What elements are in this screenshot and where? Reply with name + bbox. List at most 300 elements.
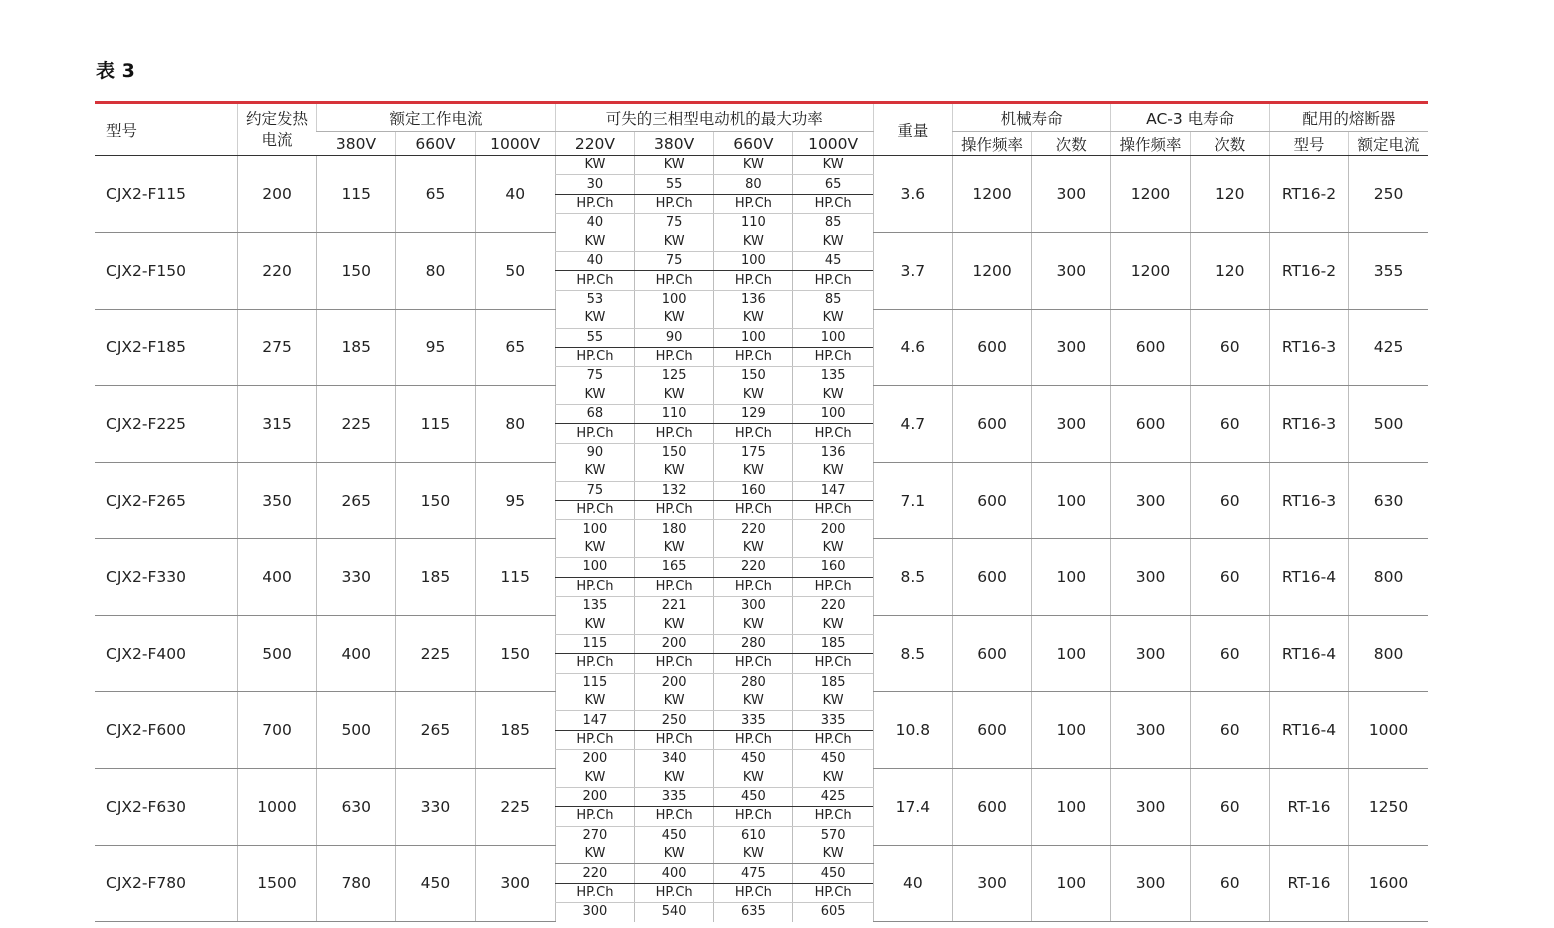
power-unit-hp: HP.Ch	[555, 807, 634, 826]
model-cell: CJX2-F115	[95, 156, 237, 233]
fuse-current-cell: 355	[1349, 233, 1428, 310]
power-unit-kw: KW	[555, 462, 634, 481]
mech-frequency-cell: 600	[952, 692, 1031, 769]
power-unit-hp: HP.Ch	[714, 730, 793, 749]
power-unit-hp: HP.Ch	[635, 347, 714, 366]
power-hp-value: 75	[635, 214, 714, 233]
fuse-current-cell: 425	[1349, 309, 1428, 386]
power-unit-hp: HP.Ch	[635, 654, 714, 673]
power-unit-hp: HP.Ch	[714, 194, 793, 213]
header-power-220v: 220V	[555, 132, 634, 156]
power-unit-kw: KW	[635, 462, 714, 481]
power-kw-value: 110	[635, 405, 714, 424]
power-kw-value: 55	[635, 175, 714, 194]
power-kw-value: 100	[793, 328, 873, 347]
power-kw-value: 335	[793, 711, 873, 730]
table-row	[95, 539, 1428, 558]
power-unit-kw: KW	[714, 309, 793, 328]
power-kw-value: 147	[555, 711, 634, 730]
power-kw-value: 100	[714, 251, 793, 270]
power-kw-value: 400	[635, 864, 714, 883]
rated-current-1000v-cell: 115	[475, 539, 555, 616]
ac3-frequency-cell: 300	[1111, 462, 1190, 539]
ac3-count-cell: 60	[1190, 462, 1269, 539]
rated-current-1000v-cell: 95	[475, 462, 555, 539]
rated-current-660v-cell: 185	[396, 539, 475, 616]
power-unit-hp: HP.Ch	[555, 577, 634, 596]
power-kw-value: 335	[635, 787, 714, 806]
power-hp-value: 570	[793, 826, 873, 845]
power-unit-kw: KW	[714, 233, 793, 252]
power-kw-value: 147	[793, 481, 873, 500]
power-kw-value: 115	[555, 634, 634, 653]
rated-current-380v-cell: 500	[317, 692, 396, 769]
power-hp-value: 53	[555, 290, 634, 309]
ac3-frequency-cell: 600	[1111, 309, 1190, 386]
power-hp-value: 200	[635, 673, 714, 692]
header-motor-power: 可失的三相型电动机的最大功率	[555, 103, 873, 132]
power-kw-value: 250	[635, 711, 714, 730]
power-unit-hp: HP.Ch	[793, 194, 873, 213]
ac3-frequency-cell: 300	[1111, 692, 1190, 769]
ac3-count-cell: 60	[1190, 386, 1269, 463]
power-hp-value: 85	[793, 290, 873, 309]
rated-current-1000v-cell: 150	[475, 615, 555, 692]
ac3-count-cell: 120	[1190, 156, 1269, 233]
power-hp-value: 75	[555, 367, 634, 386]
power-kw-value: 55	[555, 328, 634, 347]
power-unit-kw: KW	[714, 462, 793, 481]
power-unit-hp: HP.Ch	[714, 577, 793, 596]
power-hp-value: 115	[555, 673, 634, 692]
header-fuse-current: 额定电流	[1349, 132, 1428, 156]
power-unit-kw: KW	[555, 615, 634, 634]
power-unit-hp: HP.Ch	[555, 347, 634, 366]
model-cell: CJX2-F630	[95, 769, 237, 846]
table-caption: 表 3	[96, 60, 135, 82]
rated-current-380v-cell: 115	[317, 156, 396, 233]
fuse-model-cell: RT16-2	[1269, 233, 1348, 310]
power-hp-value: 635	[714, 903, 793, 922]
mech-frequency-cell: 600	[952, 539, 1031, 616]
mech-frequency-cell: 1200	[952, 156, 1031, 233]
mech-count-cell: 100	[1032, 769, 1111, 846]
fuse-current-cell: 1600	[1349, 845, 1428, 922]
power-unit-hp: HP.Ch	[635, 424, 714, 443]
power-hp-value: 150	[714, 367, 793, 386]
ac3-count-cell: 60	[1190, 539, 1269, 616]
fuse-current-cell: 250	[1349, 156, 1428, 233]
power-kw-value: 160	[793, 558, 873, 577]
fuse-current-cell: 630	[1349, 462, 1428, 539]
power-unit-hp: HP.Ch	[793, 654, 873, 673]
fuse-model-cell: RT-16	[1269, 769, 1348, 846]
power-hp-value: 135	[793, 367, 873, 386]
power-hp-value: 100	[635, 290, 714, 309]
power-hp-value: 300	[555, 903, 634, 922]
power-kw-value: 335	[714, 711, 793, 730]
power-unit-kw: KW	[793, 769, 873, 788]
power-unit-hp: HP.Ch	[714, 883, 793, 902]
header-power-660v: 660V	[714, 132, 793, 156]
ac3-frequency-cell: 1200	[1111, 156, 1190, 233]
mech-frequency-cell: 300	[952, 845, 1031, 922]
weight-cell: 3.7	[873, 233, 952, 310]
power-unit-kw: KW	[793, 539, 873, 558]
power-kw-value: 75	[635, 251, 714, 270]
table-row	[95, 769, 1428, 788]
power-kw-value: 65	[793, 175, 873, 194]
model-cell: CJX2-F150	[95, 233, 237, 310]
power-hp-value: 220	[714, 520, 793, 539]
rated-current-380v-cell: 330	[317, 539, 396, 616]
power-unit-kw: KW	[555, 156, 634, 175]
table-row	[95, 386, 1428, 405]
weight-cell: 17.4	[873, 769, 952, 846]
power-kw-value: 68	[555, 405, 634, 424]
mech-count-cell: 100	[1032, 462, 1111, 539]
rated-current-660v-cell: 150	[396, 462, 475, 539]
thermal-current-cell: 350	[237, 462, 316, 539]
thermal-current-cell: 275	[237, 309, 316, 386]
rated-current-660v-cell: 95	[396, 309, 475, 386]
power-unit-kw: KW	[714, 769, 793, 788]
ac3-count-cell: 60	[1190, 769, 1269, 846]
power-unit-hp: HP.Ch	[555, 501, 634, 520]
power-hp-value: 450	[635, 826, 714, 845]
header-thermal-current-text: 约定发热 电流	[246, 109, 309, 149]
power-unit-kw: KW	[793, 156, 873, 175]
power-unit-hp: HP.Ch	[793, 501, 873, 520]
power-hp-value: 340	[635, 750, 714, 769]
header-weight: 重量	[873, 103, 952, 156]
model-cell: CJX2-F330	[95, 539, 237, 616]
power-kw-value: 75	[555, 481, 634, 500]
power-kw-value: 100	[793, 405, 873, 424]
power-hp-value: 300	[714, 596, 793, 615]
table-row	[95, 692, 1428, 711]
fuse-model-cell: RT16-3	[1269, 309, 1348, 386]
power-unit-kw: KW	[635, 156, 714, 175]
power-hp-value: 136	[793, 443, 873, 462]
weight-cell: 3.6	[873, 156, 952, 233]
header-rated-1000v: 1000V	[475, 132, 555, 156]
power-hp-value: 135	[555, 596, 634, 615]
rated-current-660v-cell: 225	[396, 615, 475, 692]
header-power-380v: 380V	[635, 132, 714, 156]
header-mech-frequency: 操作频率	[952, 132, 1031, 156]
power-hp-value: 540	[635, 903, 714, 922]
power-unit-kw: KW	[635, 539, 714, 558]
ac3-frequency-cell: 300	[1111, 769, 1190, 846]
rated-current-660v-cell: 450	[396, 845, 475, 922]
table-row	[95, 233, 1428, 252]
ac3-count-cell: 60	[1190, 615, 1269, 692]
power-unit-kw: KW	[793, 462, 873, 481]
table-row	[95, 462, 1428, 481]
header-ac3-life: AC-3 电寿命	[1111, 103, 1269, 132]
weight-cell: 8.5	[873, 615, 952, 692]
power-hp-value: 450	[793, 750, 873, 769]
power-unit-kw: KW	[714, 845, 793, 864]
power-unit-hp: HP.Ch	[635, 194, 714, 213]
ac3-frequency-cell: 600	[1111, 386, 1190, 463]
table-row	[95, 156, 1428, 175]
power-unit-hp: HP.Ch	[793, 271, 873, 290]
power-unit-hp: HP.Ch	[793, 730, 873, 749]
fuse-current-cell: 1250	[1349, 769, 1428, 846]
header-power-1000v: 1000V	[793, 132, 873, 156]
power-kw-value: 220	[555, 864, 634, 883]
model-cell: CJX2-F185	[95, 309, 237, 386]
rated-current-660v-cell: 265	[396, 692, 475, 769]
ac3-frequency-cell: 300	[1111, 845, 1190, 922]
power-unit-kw: KW	[555, 539, 634, 558]
mech-count-cell: 300	[1032, 233, 1111, 310]
power-unit-hp: HP.Ch	[555, 730, 634, 749]
power-unit-hp: HP.Ch	[635, 577, 714, 596]
power-kw-value: 280	[714, 634, 793, 653]
table-row	[95, 615, 1428, 634]
power-unit-kw: KW	[793, 309, 873, 328]
thermal-current-cell: 1000	[237, 769, 316, 846]
fuse-current-cell: 800	[1349, 539, 1428, 616]
header-rated-660v: 660V	[396, 132, 475, 156]
power-kw-value: 220	[714, 558, 793, 577]
rated-current-380v-cell: 185	[317, 309, 396, 386]
power-unit-kw: KW	[635, 386, 714, 405]
power-kw-value: 425	[793, 787, 873, 806]
thermal-current-cell: 1500	[237, 845, 316, 922]
fuse-model-cell: RT16-3	[1269, 462, 1348, 539]
mech-count-cell: 100	[1032, 615, 1111, 692]
power-unit-kw: KW	[793, 386, 873, 405]
rated-current-1000v-cell: 50	[475, 233, 555, 310]
weight-cell: 40	[873, 845, 952, 922]
power-hp-value: 110	[714, 214, 793, 233]
fuse-model-cell: RT16-3	[1269, 386, 1348, 463]
power-unit-hp: HP.Ch	[635, 271, 714, 290]
power-unit-hp: HP.Ch	[635, 807, 714, 826]
power-unit-kw: KW	[714, 156, 793, 175]
weight-cell: 4.7	[873, 386, 952, 463]
power-hp-value: 136	[714, 290, 793, 309]
rated-current-1000v-cell: 65	[475, 309, 555, 386]
weight-cell: 10.8	[873, 692, 952, 769]
model-cell: CJX2-F780	[95, 845, 237, 922]
ac3-count-cell: 120	[1190, 233, 1269, 310]
thermal-current-cell: 700	[237, 692, 316, 769]
power-unit-hp: HP.Ch	[635, 730, 714, 749]
power-kw-value: 160	[714, 481, 793, 500]
header-mech-count: 次数	[1032, 132, 1111, 156]
power-unit-hp: HP.Ch	[793, 577, 873, 596]
fuse-model-cell: RT16-2	[1269, 156, 1348, 233]
power-hp-value: 100	[555, 520, 634, 539]
power-unit-kw: KW	[635, 233, 714, 252]
fuse-current-cell: 800	[1349, 615, 1428, 692]
mech-count-cell: 300	[1032, 156, 1111, 233]
model-cell: CJX2-F225	[95, 386, 237, 463]
thermal-current-cell: 315	[237, 386, 316, 463]
contactor-spec-table	[95, 101, 1428, 922]
power-unit-kw: KW	[793, 615, 873, 634]
power-kw-value: 45	[793, 251, 873, 270]
power-hp-value: 605	[793, 903, 873, 922]
power-unit-hp: HP.Ch	[714, 654, 793, 673]
power-unit-hp: HP.Ch	[793, 347, 873, 366]
fuse-current-cell: 500	[1349, 386, 1428, 463]
power-hp-value: 280	[714, 673, 793, 692]
power-kw-value: 80	[714, 175, 793, 194]
power-kw-value: 40	[555, 251, 634, 270]
header-rated-380v: 380V	[317, 132, 396, 156]
header-ac3-count: 次数	[1190, 132, 1269, 156]
power-kw-value: 100	[714, 328, 793, 347]
power-unit-kw: KW	[635, 309, 714, 328]
power-kw-value: 450	[793, 864, 873, 883]
power-kw-value: 185	[793, 634, 873, 653]
power-unit-hp: HP.Ch	[714, 807, 793, 826]
rated-current-1000v-cell: 300	[475, 845, 555, 922]
mech-frequency-cell: 600	[952, 386, 1031, 463]
power-unit-kw: KW	[793, 233, 873, 252]
table-row	[95, 845, 1428, 864]
power-hp-value: 270	[555, 826, 634, 845]
rated-current-1000v-cell: 185	[475, 692, 555, 769]
power-unit-hp: HP.Ch	[793, 424, 873, 443]
power-unit-hp: HP.Ch	[555, 654, 634, 673]
fuse-model-cell: RT-16	[1269, 845, 1348, 922]
fuse-model-cell: RT16-4	[1269, 615, 1348, 692]
ac3-count-cell: 60	[1190, 309, 1269, 386]
power-unit-hp: HP.Ch	[555, 883, 634, 902]
power-unit-kw: KW	[555, 386, 634, 405]
ac3-count-cell: 60	[1190, 692, 1269, 769]
weight-cell: 7.1	[873, 462, 952, 539]
mech-frequency-cell: 600	[952, 309, 1031, 386]
rated-current-1000v-cell: 40	[475, 156, 555, 233]
power-hp-value: 200	[555, 750, 634, 769]
power-unit-kw: KW	[714, 615, 793, 634]
header-mech-life: 机械寿命	[952, 103, 1110, 132]
fuse-model-cell: RT16-4	[1269, 692, 1348, 769]
power-unit-kw: KW	[793, 845, 873, 864]
header-thermal-current	[237, 103, 316, 156]
power-unit-hp: HP.Ch	[555, 194, 634, 213]
power-kw-value: 90	[635, 328, 714, 347]
power-hp-value: 125	[635, 367, 714, 386]
power-unit-kw: KW	[635, 769, 714, 788]
thermal-current-cell: 400	[237, 539, 316, 616]
power-hp-value: 221	[635, 596, 714, 615]
power-unit-hp: HP.Ch	[555, 424, 634, 443]
power-hp-value: 150	[635, 443, 714, 462]
power-kw-value: 30	[555, 175, 634, 194]
model-cell: CJX2-F265	[95, 462, 237, 539]
mech-frequency-cell: 600	[952, 769, 1031, 846]
power-unit-kw: KW	[714, 539, 793, 558]
power-kw-value: 200	[555, 787, 634, 806]
mech-count-cell: 100	[1032, 845, 1111, 922]
power-unit-kw: KW	[555, 845, 634, 864]
power-kw-value: 475	[714, 864, 793, 883]
header-fuse-model: 型号	[1269, 132, 1348, 156]
header-ac3-frequency: 操作频率	[1111, 132, 1190, 156]
power-unit-hp: HP.Ch	[793, 883, 873, 902]
power-unit-kw: KW	[555, 692, 634, 711]
mech-count-cell: 100	[1032, 539, 1111, 616]
power-kw-value: 450	[714, 787, 793, 806]
power-unit-hp: HP.Ch	[793, 807, 873, 826]
rated-current-660v-cell: 80	[396, 233, 475, 310]
power-unit-kw: KW	[635, 615, 714, 634]
mech-frequency-cell: 1200	[952, 233, 1031, 310]
power-kw-value: 132	[635, 481, 714, 500]
power-unit-kw: KW	[555, 233, 634, 252]
model-cell: CJX2-F600	[95, 692, 237, 769]
power-kw-value: 165	[635, 558, 714, 577]
rated-current-660v-cell: 65	[396, 156, 475, 233]
power-hp-value: 85	[793, 214, 873, 233]
power-unit-kw: KW	[714, 692, 793, 711]
thermal-current-cell: 220	[237, 233, 316, 310]
rated-current-380v-cell: 150	[317, 233, 396, 310]
power-unit-hp: HP.Ch	[635, 883, 714, 902]
rated-current-660v-cell: 115	[396, 386, 475, 463]
power-hp-value: 220	[793, 596, 873, 615]
ac3-frequency-cell: 1200	[1111, 233, 1190, 310]
rated-current-380v-cell: 400	[317, 615, 396, 692]
thermal-current-cell: 200	[237, 156, 316, 233]
power-unit-hp: HP.Ch	[714, 424, 793, 443]
power-unit-kw: KW	[793, 692, 873, 711]
power-kw-value: 129	[714, 405, 793, 424]
power-hp-value: 185	[793, 673, 873, 692]
model-cell: CJX2-F400	[95, 615, 237, 692]
power-unit-kw: KW	[635, 692, 714, 711]
mech-count-cell: 300	[1032, 309, 1111, 386]
thermal-current-cell: 500	[237, 615, 316, 692]
header-rated-current: 额定工作电流	[317, 103, 556, 132]
rated-current-380v-cell: 225	[317, 386, 396, 463]
power-hp-value: 200	[793, 520, 873, 539]
ac3-frequency-cell: 300	[1111, 539, 1190, 616]
power-kw-value: 200	[635, 634, 714, 653]
power-hp-value: 175	[714, 443, 793, 462]
power-hp-value: 40	[555, 214, 634, 233]
mech-frequency-cell: 600	[952, 462, 1031, 539]
power-unit-kw: KW	[635, 845, 714, 864]
rated-current-380v-cell: 630	[317, 769, 396, 846]
ac3-frequency-cell: 300	[1111, 615, 1190, 692]
rated-current-1000v-cell: 225	[475, 769, 555, 846]
power-unit-hp: HP.Ch	[714, 271, 793, 290]
power-unit-hp: HP.Ch	[635, 501, 714, 520]
rated-current-660v-cell: 330	[396, 769, 475, 846]
power-unit-kw: KW	[714, 386, 793, 405]
mech-frequency-cell: 600	[952, 615, 1031, 692]
power-hp-value: 90	[555, 443, 634, 462]
power-hp-value: 450	[714, 750, 793, 769]
power-kw-value: 100	[555, 558, 634, 577]
rated-current-1000v-cell: 80	[475, 386, 555, 463]
rated-current-380v-cell: 780	[317, 845, 396, 922]
fuse-model-cell: RT16-4	[1269, 539, 1348, 616]
power-hp-value: 180	[635, 520, 714, 539]
power-hp-value: 610	[714, 826, 793, 845]
fuse-current-cell: 1000	[1349, 692, 1428, 769]
